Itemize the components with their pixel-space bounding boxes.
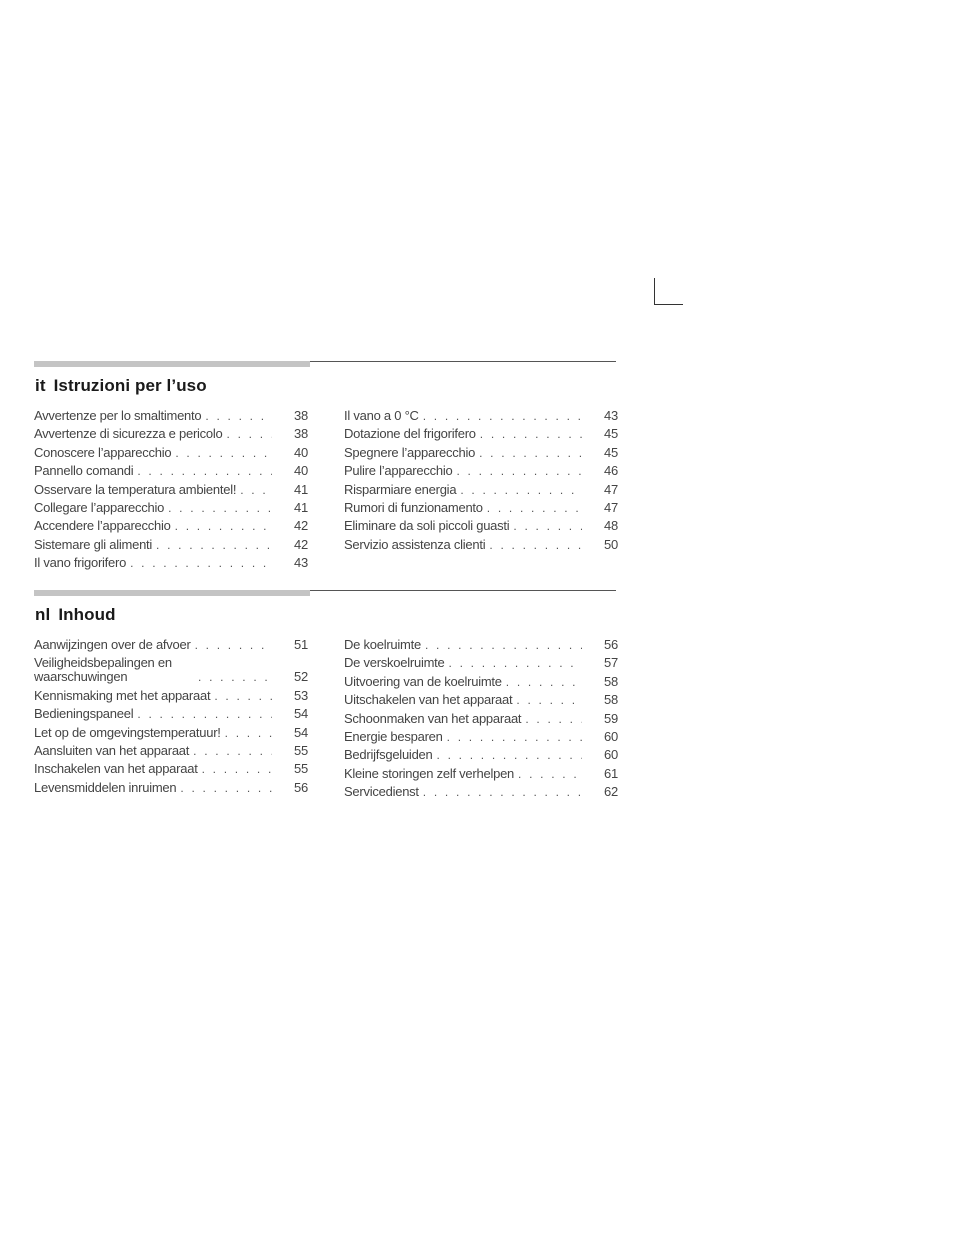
dot-leader	[485, 538, 582, 552]
section-title: Istruzioni per l’uso	[53, 376, 207, 395]
toc-entry[interactable]	[34, 519, 308, 533]
toc-entry-label: Uitvoering van de koelruimte	[344, 673, 502, 689]
dot-leader	[191, 638, 272, 652]
toc-entry-page: 62	[604, 784, 618, 800]
section-heading	[35, 605, 116, 625]
toc-entry[interactable]	[34, 556, 308, 570]
dot-leader	[421, 638, 582, 652]
toc-entry-page: 45	[604, 426, 618, 442]
toc-entry-label: Kennismaking met het apparaat	[34, 687, 211, 703]
toc-entry-page: 60	[604, 747, 618, 763]
toc-entry-label: Inschakelen van het apparaat	[34, 761, 198, 777]
toc-entry-label: Energie besparen	[344, 728, 443, 744]
toc-entry-page: 61	[604, 765, 618, 781]
dot-leader	[476, 427, 582, 441]
toc-entry-label: Uitschakelen van het apparaat	[344, 692, 513, 708]
section-rule-bar	[34, 590, 310, 596]
toc-entry-label: De verskoelruimte	[344, 655, 445, 671]
toc-entry-label: Let op de omgevingstemperatuur!	[34, 724, 221, 740]
dot-leader	[483, 501, 582, 515]
toc-entry-label: Schoonmaken van het apparaat	[344, 710, 522, 726]
dot-leader	[433, 748, 582, 762]
dot-leader	[445, 656, 582, 670]
toc-column-right	[344, 409, 618, 556]
toc-entry-label: Risparmiare energia	[344, 481, 457, 497]
dot-leader	[189, 744, 272, 758]
toc-entry[interactable]	[34, 726, 308, 740]
toc-entry[interactable]	[344, 712, 618, 726]
toc-entry-page: 40	[294, 444, 308, 460]
toc-entry-page: 45	[604, 444, 618, 460]
dot-leader	[194, 670, 272, 684]
toc-entry[interactable]	[34, 707, 308, 721]
toc-entry-page: 47	[604, 499, 618, 515]
section-rule-bar	[34, 361, 310, 367]
toc-entry-page: 43	[294, 555, 308, 571]
toc-entry-label: Pulire l’apparecchio	[344, 463, 453, 479]
toc-entry-page: 46	[604, 463, 618, 479]
toc-entry-label: Kleine storingen zelf verhelpen	[344, 765, 515, 781]
toc-entry-page: 60	[604, 728, 618, 744]
dot-leader	[419, 409, 582, 423]
toc-entry[interactable]	[344, 483, 618, 497]
toc-entry-label: Veiligheidsbepalingen en waarschuwingen	[34, 655, 172, 685]
toc-entry[interactable]	[344, 785, 618, 799]
toc-entry-page: 59	[604, 710, 618, 726]
toc-entry[interactable]	[34, 689, 308, 703]
toc-entry-page: 47	[604, 481, 618, 497]
toc-entry[interactable]	[344, 538, 618, 552]
toc-entry[interactable]	[34, 409, 308, 423]
toc-entry[interactable]	[34, 538, 308, 552]
dot-leader	[201, 409, 272, 423]
section-title: Inhoud	[58, 605, 116, 624]
toc-entry[interactable]	[34, 762, 308, 776]
dot-leader	[133, 707, 272, 721]
toc-entry-label: Pannello comandi	[34, 463, 134, 479]
crop-corner-mark	[654, 278, 683, 305]
toc-entry-label: Servizio assistenza clienti	[344, 536, 486, 552]
toc-entry[interactable]	[344, 446, 618, 460]
toc-entry-page: 43	[604, 408, 618, 423]
toc-entry-label: Aansluiten van het apparaat	[34, 742, 190, 758]
dot-leader	[502, 675, 582, 689]
toc-entry[interactable]	[344, 501, 618, 515]
toc-entry[interactable]	[34, 464, 308, 478]
toc-entry-label: Conoscere l’apparecchio	[34, 444, 172, 460]
dot-leader	[171, 446, 272, 460]
toc-entry-page: 38	[294, 408, 308, 423]
toc-entry-page: 40	[294, 463, 308, 479]
dot-leader	[198, 762, 272, 776]
dot-leader	[236, 483, 272, 497]
dot-leader	[514, 767, 582, 781]
toc-entry-page: 38	[294, 426, 308, 442]
dot-leader	[475, 446, 582, 460]
toc-entry-page: 58	[604, 692, 618, 708]
toc-entry-page: 56	[604, 637, 618, 652]
dot-leader	[456, 483, 582, 497]
toc-entry-label: De koelruimte	[344, 637, 421, 652]
toc-entry[interactable]	[34, 427, 308, 441]
toc-entry-label: Servicedienst	[344, 784, 419, 800]
toc-entry-label: Spegnere l’apparecchio	[344, 444, 476, 460]
toc-entry-page: 55	[294, 742, 308, 758]
toc-entry-label: Il vano a 0 °C	[344, 408, 419, 423]
toc-entry-page: 58	[604, 673, 618, 689]
toc-entry-page: 54	[294, 724, 308, 740]
dot-leader	[133, 464, 272, 478]
toc-entry-label: Rumori di funzionamento	[344, 499, 483, 515]
toc-entry-label: Avvertenze per lo smaltimento	[34, 408, 202, 423]
toc-entry-page: 57	[604, 655, 618, 671]
dot-leader	[521, 712, 582, 726]
dot-leader	[223, 427, 272, 441]
toc-column-left	[34, 638, 308, 799]
dot-leader	[512, 693, 582, 707]
toc-entry[interactable]	[34, 638, 308, 652]
toc-entry-page: 53	[294, 687, 308, 703]
toc-entry-page: 55	[294, 761, 308, 777]
dot-leader	[452, 464, 582, 478]
dot-leader	[443, 730, 582, 744]
toc-entry-label: Sistemare gli alimenti	[34, 536, 153, 552]
dot-leader	[176, 781, 272, 795]
toc-entry-label: Il vano frigorifero	[34, 555, 127, 571]
dot-leader	[171, 519, 272, 533]
toc-entry[interactable]	[34, 483, 308, 497]
toc-entry[interactable]	[34, 744, 308, 758]
toc-entry-label: Bedrijfsgeluiden	[344, 747, 433, 763]
toc-entry-page: 50	[604, 536, 618, 552]
toc-entry-label: Aanwijzingen over de afvoer	[34, 637, 191, 652]
toc-entry-page: 41	[294, 481, 308, 497]
toc-entry-label: Avvertenze di sicurezza e pericolo	[34, 426, 223, 442]
toc-entry[interactable]	[344, 693, 618, 707]
toc-entry-label: Levensmiddelen inruimen	[34, 779, 177, 795]
language-code: it	[35, 376, 46, 395]
toc-entry-label: Bedieningspaneel	[34, 706, 134, 722]
toc-entry-label: Dotazione del frigorifero	[344, 426, 476, 442]
toc-entry-page: 41	[294, 499, 308, 515]
toc-entry-page: 42	[294, 536, 308, 552]
dot-leader	[221, 726, 272, 740]
toc-entry-label: Accendere l’apparecchio	[34, 518, 171, 534]
toc-entry[interactable]	[34, 781, 308, 795]
dot-leader	[126, 556, 272, 570]
toc-entry[interactable]	[34, 656, 308, 684]
section-heading	[35, 376, 207, 396]
toc-entry-page: 54	[294, 706, 308, 722]
toc-entry[interactable]	[344, 730, 618, 744]
toc-entry[interactable]	[344, 675, 618, 689]
toc-entry[interactable]	[34, 446, 308, 460]
toc-entry[interactable]	[344, 464, 618, 478]
toc-entry[interactable]	[344, 409, 618, 423]
toc-entry-page: 51	[294, 637, 308, 652]
dot-leader	[152, 538, 272, 552]
toc-entry-label: Osservare la temperatura ambientel!	[34, 481, 237, 497]
dot-leader	[419, 785, 582, 799]
toc-entry[interactable]	[344, 748, 618, 762]
toc-entry[interactable]	[344, 656, 618, 670]
toc-entry[interactable]	[344, 427, 618, 441]
toc-entry[interactable]	[344, 767, 618, 781]
toc-entry[interactable]	[344, 638, 618, 652]
toc-column-left	[34, 409, 308, 575]
dot-leader	[210, 689, 272, 703]
toc-entry-page: 48	[604, 518, 618, 534]
toc-entry-page: 56	[294, 779, 308, 795]
toc-entry[interactable]	[34, 501, 308, 515]
toc-entry-label: Eliminare da soli piccoli guasti	[344, 518, 510, 534]
toc-entry-page: 42	[294, 518, 308, 534]
toc-entry[interactable]	[344, 519, 618, 533]
dot-leader	[509, 519, 582, 533]
language-code: nl	[35, 605, 51, 624]
toc-column-right	[344, 638, 618, 804]
toc-entry-page: 52	[294, 669, 308, 685]
dot-leader	[164, 501, 272, 515]
toc-entry-label: Collegare l’apparecchio	[34, 499, 165, 515]
